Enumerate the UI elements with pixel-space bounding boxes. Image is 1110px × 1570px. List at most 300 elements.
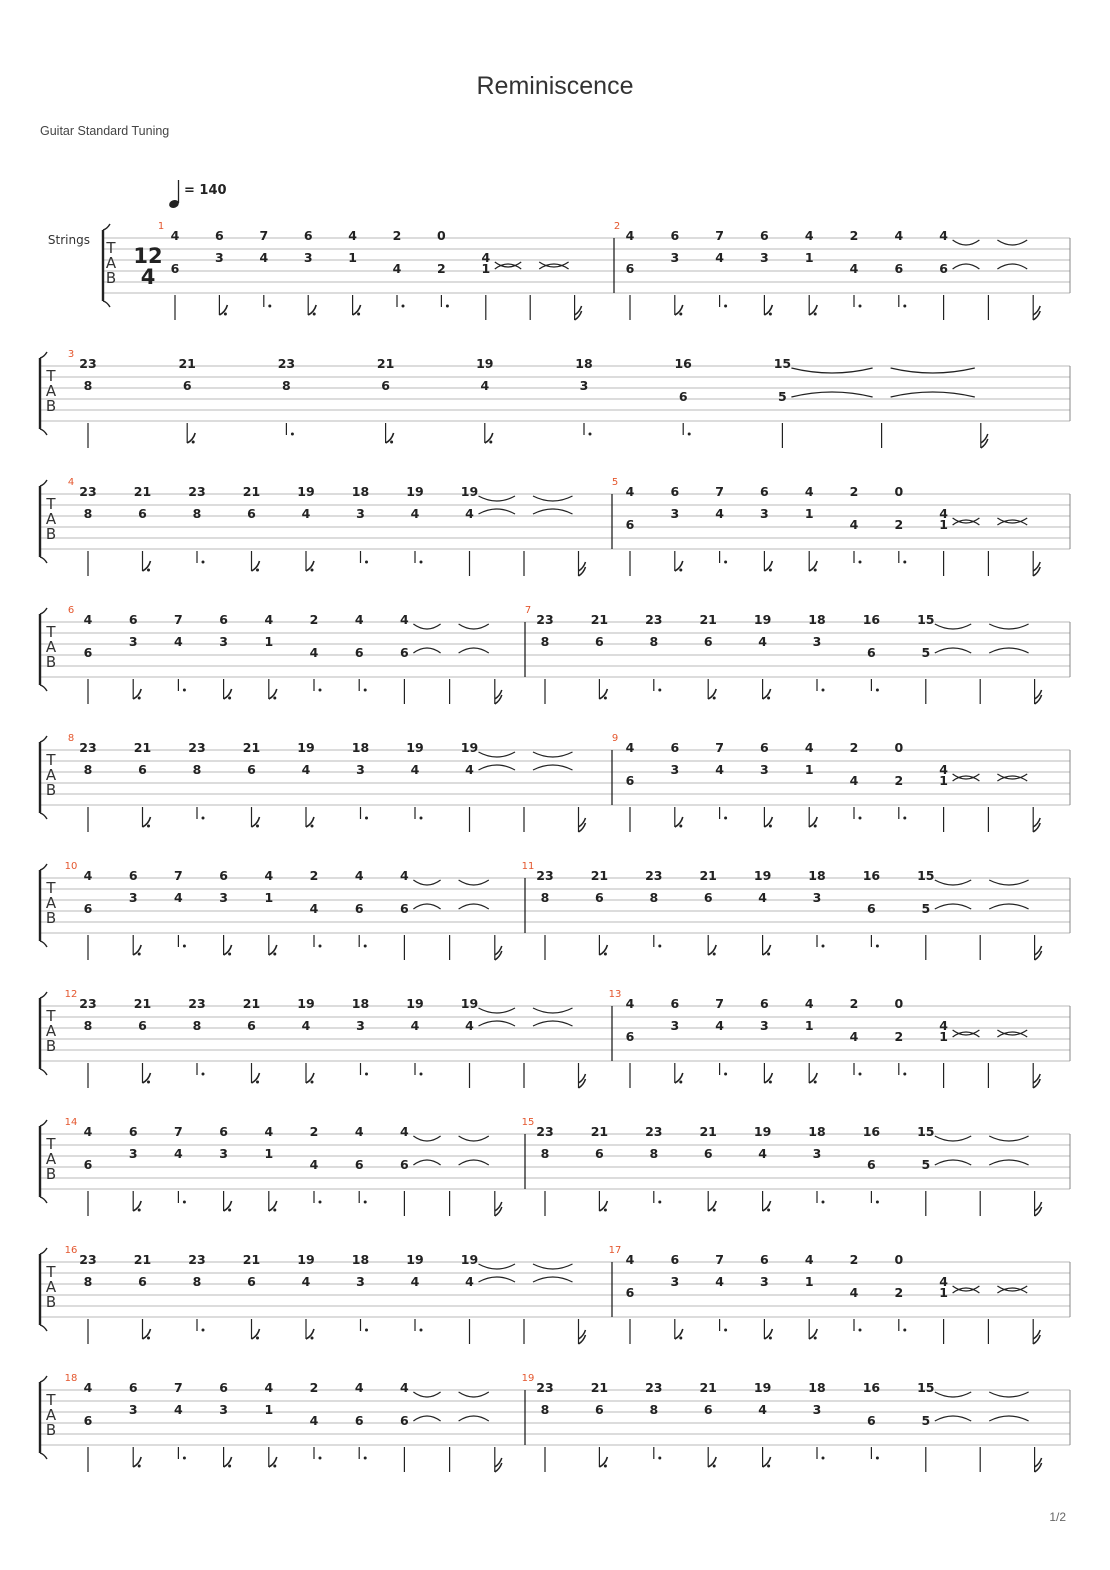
fret-number: 6 (128, 612, 138, 627)
fret-number: 2 (894, 517, 904, 532)
augmentation-dot (365, 1073, 368, 1076)
augmentation-dot (489, 441, 492, 444)
augmentation-dot (769, 825, 772, 828)
fret-number: 19 (406, 740, 424, 755)
fret-number: 8 (649, 1402, 659, 1417)
fret-number: 6 (400, 1157, 409, 1172)
fret-number: 2 (309, 612, 319, 627)
fret-number: 6 (247, 1018, 256, 1033)
fret-number: 2 (309, 868, 319, 883)
fret-number: 5 (921, 1413, 931, 1428)
bracket-hook (40, 429, 47, 435)
tie-arc (533, 752, 573, 757)
augmentation-dot (604, 1465, 607, 1468)
fret-number: 2 (849, 228, 859, 243)
augmentation-dot (767, 1465, 770, 1468)
fret-number: 15 (917, 868, 935, 883)
fret-number: 4 (715, 250, 724, 265)
fret-number: 6 (867, 645, 876, 660)
fret-number: 16 (674, 356, 692, 371)
augmentation-dot (183, 689, 186, 692)
bracket-hook (40, 992, 47, 998)
augmentation-dot (604, 1209, 607, 1212)
tab-letter-t: T (46, 623, 56, 641)
tab-letter-a: A (45, 1022, 57, 1040)
tab-letter-t: T (106, 239, 116, 257)
fret-number: 3 (670, 1018, 680, 1033)
fret-number: 4 (758, 1402, 767, 1417)
tie-arc (413, 1136, 440, 1141)
augmentation-dot (364, 1201, 367, 1204)
augmentation-dot (147, 1081, 150, 1084)
augmentation-dot (769, 1337, 772, 1340)
fret-number: 4 (301, 1274, 311, 1289)
bracket-hook (40, 1453, 47, 1459)
augmentation-dot (679, 1337, 682, 1340)
fret-number: 3 (128, 1146, 138, 1161)
fret-number: 8 (540, 890, 550, 905)
tab-letter-t: T (46, 367, 56, 385)
fret-number: 3 (356, 1274, 365, 1289)
fret-number: 23 (645, 868, 663, 883)
tab-letter-b: B (45, 653, 57, 671)
fret-number: 6 (595, 634, 604, 649)
augmentation-dot (256, 1081, 259, 1084)
fret-number: 23 (536, 868, 554, 883)
tempo-marking: = 140 (184, 183, 227, 198)
fret-number: 3 (219, 890, 228, 905)
fret-number: 23 (188, 996, 206, 1011)
measure-number: 9 (611, 733, 619, 744)
fret-number: 4 (301, 762, 311, 777)
fret-number: 3 (128, 1402, 138, 1417)
fret-number: 4 (625, 484, 635, 499)
bracket-hook (40, 1069, 47, 1075)
fret-number: 4 (170, 228, 180, 243)
augmentation-dot (769, 313, 772, 316)
measure-number: 3 (67, 349, 75, 360)
fret-number: 6 (867, 901, 876, 916)
fret-number: 19 (406, 484, 424, 499)
augmentation-dot (876, 689, 879, 692)
augmentation-dot (183, 945, 186, 948)
augmentation-dot (390, 441, 393, 444)
bracket-hook (103, 301, 110, 307)
tab-letter-b: B (45, 1165, 57, 1183)
augmentation-dot (147, 569, 150, 572)
measure-number: 5 (611, 477, 619, 488)
fret-number: 6 (138, 506, 147, 521)
fret-number: 8 (83, 1018, 93, 1033)
fret-number: 7 (174, 868, 183, 883)
augmentation-dot (724, 305, 727, 308)
tie-arc (479, 509, 516, 514)
fret-number: 7 (715, 740, 724, 755)
fret-number: 4 (301, 506, 311, 521)
fret-number: 18 (351, 996, 370, 1011)
fret-number: 21 (590, 868, 609, 883)
fret-number: 21 (590, 1124, 609, 1139)
fret-number: 4 (174, 1402, 183, 1417)
score-title: Reminiscence (476, 72, 634, 100)
fret-number: 16 (862, 612, 881, 627)
augmentation-dot (713, 953, 716, 956)
tie-arc (989, 880, 1028, 885)
tie-arc (935, 648, 971, 653)
augmentation-dot (713, 697, 716, 700)
fret-number: 15 (773, 356, 792, 371)
augmentation-dot (903, 561, 906, 564)
fret-number: 4 (625, 228, 635, 243)
fret-number: 6 (400, 901, 409, 916)
fret-number: 21 (376, 356, 395, 371)
augmentation-dot (228, 1209, 231, 1212)
fret-number: 4 (174, 634, 183, 649)
augmentation-dot (713, 1209, 716, 1212)
fret-number: 6 (678, 389, 688, 404)
tab-letter-b: B (45, 1293, 57, 1311)
augmentation-dot (903, 817, 906, 820)
augmentation-dot (273, 953, 276, 956)
fret-number: 23 (79, 484, 97, 499)
measure-number: 6 (67, 605, 75, 616)
fret-number: 7 (174, 1124, 183, 1139)
augmentation-dot (769, 569, 772, 572)
fret-number: 5 (921, 645, 931, 660)
augmentation-dot (202, 1329, 205, 1332)
fret-number: 6 (625, 261, 635, 276)
fret-number: 7 (715, 996, 724, 1011)
fret-number: 2 (849, 740, 859, 755)
augmentation-dot (228, 953, 231, 956)
fret-number: 21 (242, 740, 261, 755)
measure-number: 1 (157, 221, 165, 232)
tie-arc (997, 240, 1027, 245)
tie-arc (935, 1160, 971, 1165)
tab-letter-a: A (45, 638, 57, 656)
fret-number: 18 (808, 612, 826, 627)
fret-number: 6 (170, 261, 180, 276)
bracket-hook (40, 1197, 47, 1203)
augmentation-dot (224, 313, 227, 316)
fret-number: 4 (309, 901, 319, 916)
fret-number: 4 (758, 1146, 767, 1161)
tab-letter-b: B (45, 397, 57, 415)
fret-number: 8 (83, 762, 93, 777)
bracket-hook (40, 864, 47, 870)
fret-number: 4 (410, 506, 420, 521)
fret-number: 6 (128, 1124, 138, 1139)
augmentation-dot (138, 1465, 141, 1468)
fret-number: 6 (219, 1124, 228, 1139)
fret-number: 18 (808, 868, 826, 883)
augmentation-dot (311, 1337, 314, 1340)
fret-number: 4 (465, 762, 474, 777)
measure-number: 8 (67, 733, 75, 744)
fret-number: 6 (625, 1029, 635, 1044)
fret-number: 6 (625, 773, 635, 788)
fret-number: 16 (862, 868, 881, 883)
fret-number: 6 (138, 1274, 147, 1289)
fret-number: 2 (894, 1285, 904, 1300)
bracket-hook (40, 941, 47, 947)
fret-number: 8 (649, 1146, 659, 1161)
fret-number: 21 (242, 996, 261, 1011)
fret-number: 4 (849, 773, 859, 788)
fret-number: 4 (481, 250, 491, 265)
fret-number: 21 (133, 740, 152, 755)
tie-arc (413, 904, 440, 909)
fret-number: 2 (309, 1124, 319, 1139)
tie-arc (459, 648, 489, 653)
tie-arc (935, 1136, 971, 1141)
fret-number: 3 (670, 250, 680, 265)
augmentation-dot (365, 561, 368, 564)
augmentation-dot (859, 561, 862, 564)
fret-number: 23 (79, 356, 97, 371)
fret-number: 23 (79, 996, 97, 1011)
augmentation-dot (364, 689, 367, 692)
fret-number: 23 (536, 612, 554, 627)
fret-number: 4 (410, 762, 420, 777)
measure-number: 4 (67, 477, 75, 488)
measure-number: 15 (521, 1117, 535, 1128)
tab-letter-b: B (45, 1421, 57, 1439)
fret-number: 4 (849, 261, 859, 276)
tab-letter-a: A (45, 382, 57, 400)
fret-number: 7 (174, 1380, 183, 1395)
fret-number: 23 (645, 612, 663, 627)
augmentation-dot (256, 569, 259, 572)
tie-arc (935, 880, 971, 885)
fret-number: 3 (812, 1402, 822, 1417)
fret-number: 6 (400, 645, 409, 660)
fret-number: 6 (760, 996, 769, 1011)
fret-number: 4 (715, 506, 724, 521)
augmentation-dot (420, 817, 423, 820)
fret-number: 4 (715, 1274, 724, 1289)
fret-number: 3 (760, 762, 769, 777)
tie-arc (997, 264, 1027, 269)
fret-number: 4 (83, 868, 93, 883)
fret-number: 23 (536, 1380, 554, 1395)
augmentation-dot (903, 1073, 906, 1076)
fret-number: 21 (242, 484, 261, 499)
augmentation-dot (876, 945, 879, 948)
fret-number: 21 (178, 356, 196, 371)
fret-number: 4 (804, 228, 814, 243)
bracket-hook (40, 352, 47, 358)
fret-number: 6 (760, 228, 769, 243)
fret-number: 0 (894, 740, 904, 755)
bracket-hook (40, 736, 47, 742)
tab-letter-a: A (45, 510, 57, 528)
bracket-hook (40, 813, 47, 819)
tab-letter-a: A (45, 894, 57, 912)
fret-number: 7 (715, 228, 724, 243)
tie-arc (479, 1008, 516, 1013)
augmentation-dot (268, 305, 271, 308)
tab-letter-b: B (45, 909, 57, 927)
fret-number: 4 (939, 228, 948, 243)
fret-number: 7 (715, 1252, 724, 1267)
augmentation-dot (822, 1457, 825, 1460)
fret-number: 1 (348, 250, 357, 265)
fret-number: 3 (356, 506, 365, 521)
fret-number: 23 (79, 1252, 97, 1267)
fret-number: 18 (351, 740, 370, 755)
fret-number: 8 (83, 378, 93, 393)
augmentation-dot (319, 1457, 322, 1460)
measure-number: 19 (521, 1373, 535, 1384)
bracket-hook (40, 685, 47, 691)
fret-number: 23 (188, 484, 206, 499)
fret-number: 6 (595, 1402, 604, 1417)
fret-number: 6 (703, 634, 713, 649)
augmentation-dot (319, 689, 322, 692)
augmentation-dot (183, 1457, 186, 1460)
fret-number: 4 (354, 612, 364, 627)
fret-number: 4 (348, 228, 357, 243)
fret-number: 15 (917, 612, 935, 627)
augmentation-dot (724, 1073, 727, 1076)
augmentation-dot (658, 945, 661, 948)
fret-number: 3 (670, 762, 680, 777)
tuning-label: Guitar Standard Tuning (40, 124, 170, 138)
augmentation-dot (202, 817, 205, 820)
augmentation-dot (202, 1073, 205, 1076)
tie-arc (533, 765, 573, 770)
tie-arc (479, 765, 516, 770)
tab-letter-t: T (46, 1135, 56, 1153)
fret-number: 5 (778, 389, 787, 404)
augmentation-dot (859, 305, 862, 308)
fret-number: 4 (804, 740, 814, 755)
fret-number: 18 (575, 356, 593, 371)
fret-number: 6 (670, 1252, 680, 1267)
fret-number: 6 (303, 228, 313, 243)
tie-arc (459, 1392, 489, 1397)
fret-number: 6 (354, 645, 364, 660)
augmentation-dot (769, 1081, 772, 1084)
fret-number: 4 (83, 1380, 93, 1395)
fret-number: 8 (192, 506, 202, 521)
fret-number: 8 (83, 506, 93, 521)
tie-arc (989, 1416, 1028, 1421)
augmentation-dot (679, 313, 682, 316)
fret-number: 3 (812, 1146, 822, 1161)
bracket-hook (40, 1376, 47, 1382)
tab-letter-a: A (45, 1150, 57, 1168)
fret-number: 23 (645, 1380, 663, 1395)
fret-number: 21 (133, 996, 152, 1011)
fret-number: 23 (277, 356, 296, 371)
augmentation-dot (679, 825, 682, 828)
fret-number: 4 (480, 378, 490, 393)
fret-number: 3 (760, 506, 769, 521)
augmentation-dot (420, 1073, 423, 1076)
augmentation-dot (604, 697, 607, 700)
tie-arc (791, 392, 872, 397)
fret-number: 4 (410, 1018, 420, 1033)
fret-number: 4 (715, 762, 724, 777)
fret-number: 21 (133, 484, 152, 499)
fret-number: 4 (804, 484, 814, 499)
tie-arc (459, 880, 489, 885)
measure-number: 14 (64, 1117, 78, 1128)
tie-arc (935, 1392, 971, 1397)
fret-number: 7 (174, 612, 183, 627)
fret-number: 3 (303, 250, 313, 265)
tab-letter-b: B (45, 1037, 57, 1055)
augmentation-dot (192, 441, 195, 444)
fret-number: 18 (351, 484, 370, 499)
fret-number: 0 (437, 228, 446, 243)
fret-number: 19 (476, 356, 494, 371)
tie-arc (891, 392, 975, 397)
tie-arc (413, 880, 440, 885)
fret-number: 6 (625, 1285, 635, 1300)
tie-arc (459, 1160, 489, 1165)
fret-number: 8 (649, 890, 659, 905)
fret-number: 23 (79, 740, 97, 755)
fret-number: 4 (625, 740, 635, 755)
tie-arc (479, 1021, 516, 1026)
fret-number: 8 (83, 1274, 93, 1289)
fret-number: 6 (215, 228, 224, 243)
augmentation-dot (767, 953, 770, 956)
fret-number: 4 (465, 1018, 474, 1033)
tie-arc (413, 1160, 440, 1165)
fret-number: 6 (128, 1380, 138, 1395)
fret-number: 4 (392, 261, 402, 276)
tie-arc (413, 648, 440, 653)
fret-number: 4 (264, 868, 274, 883)
fret-number: 2 (849, 996, 859, 1011)
fret-number: 7 (259, 228, 269, 243)
tab-letter-t: T (46, 879, 56, 897)
augmentation-dot (273, 1465, 276, 1468)
augmentation-dot (273, 1209, 276, 1212)
fret-number: 4 (174, 890, 183, 905)
fret-number: 19 (753, 1124, 772, 1139)
fret-number: 3 (760, 1018, 769, 1033)
fret-number: 19 (297, 1252, 315, 1267)
fret-number: 2 (437, 261, 446, 276)
fret-number: 4 (354, 868, 364, 883)
fret-number: 19 (460, 1252, 479, 1267)
bracket-hook (40, 557, 47, 563)
fret-number: 23 (536, 1124, 554, 1139)
fret-number: 4 (174, 1146, 183, 1161)
tie-arc (935, 1416, 971, 1421)
fret-number: 21 (242, 1252, 261, 1267)
fret-number: 6 (128, 868, 138, 883)
fret-number: 2 (894, 773, 904, 788)
fret-number: 6 (894, 261, 904, 276)
fret-number: 3 (670, 506, 680, 521)
fret-number: 8 (192, 1274, 202, 1289)
tie-arc (479, 752, 516, 757)
tie-arc (935, 904, 971, 909)
fret-number: 8 (540, 1146, 550, 1161)
tab-letter-a: A (45, 1278, 57, 1296)
fret-number: 6 (760, 484, 769, 499)
fret-number: 4 (354, 1380, 364, 1395)
augmentation-dot (228, 1465, 231, 1468)
tie-arc (479, 1277, 516, 1282)
fret-number: 6 (670, 228, 680, 243)
